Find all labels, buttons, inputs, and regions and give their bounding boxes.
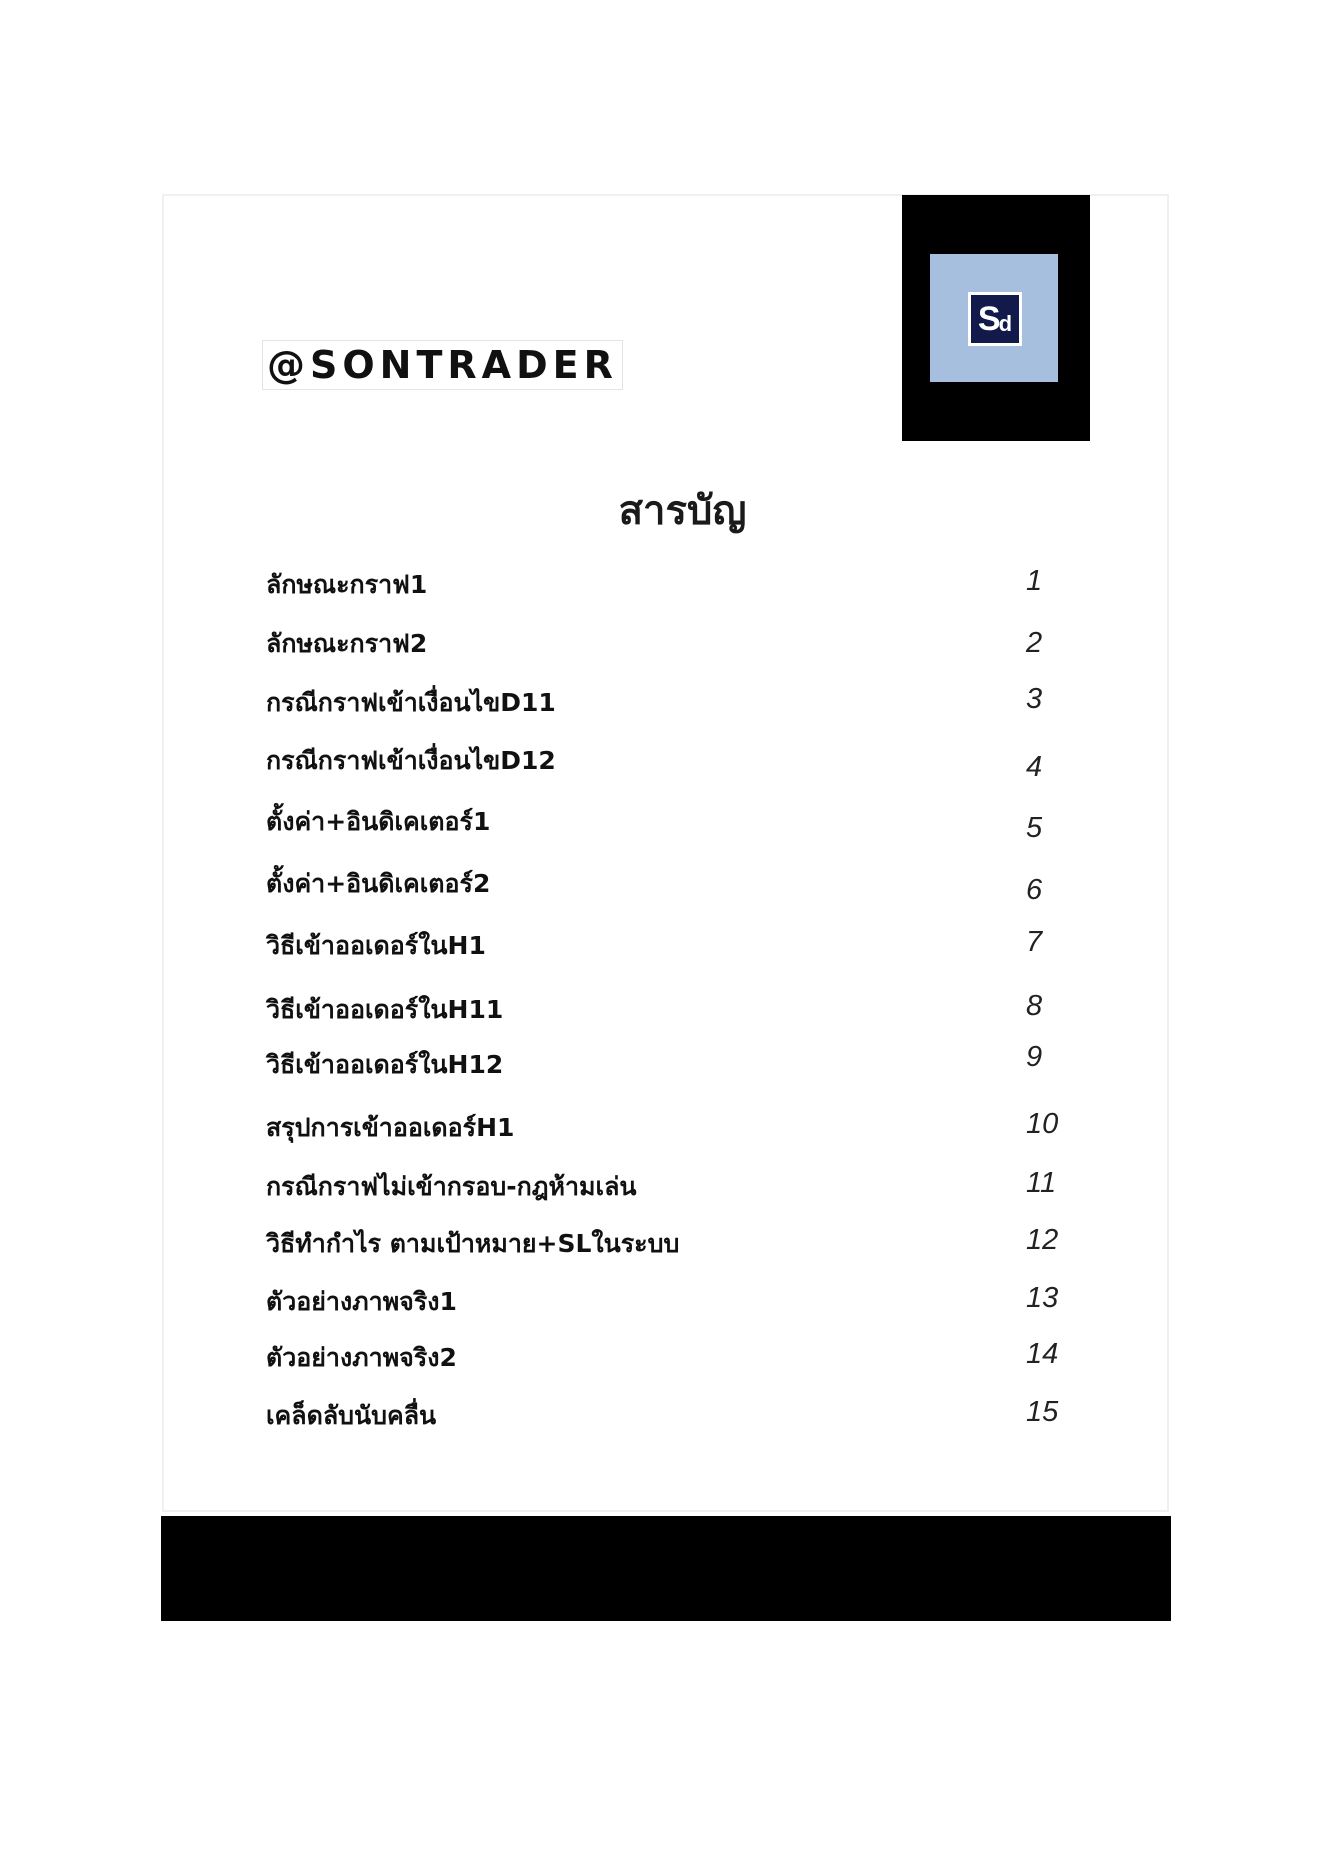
toc-row[interactable] xyxy=(266,1167,1086,1211)
toc-page-number: 10 xyxy=(1026,1108,1059,1140)
logo-letter-d: d xyxy=(998,311,1013,336)
toc-title: สารบัญ xyxy=(618,488,747,534)
logo-square xyxy=(930,254,1058,382)
toc-page-number: 8 xyxy=(1026,990,1043,1022)
toc-page-number: 13 xyxy=(1026,1282,1059,1314)
toc-row[interactable] xyxy=(266,864,1086,908)
toc-row[interactable] xyxy=(266,624,1086,668)
toc-page-number: 2 xyxy=(1026,627,1043,659)
toc-page-number: 6 xyxy=(1026,874,1043,906)
toc-row[interactable] xyxy=(266,1224,1086,1268)
toc-page-number: 1 xyxy=(1026,565,1043,597)
toc-page-number: 15 xyxy=(1026,1396,1059,1428)
toc-label: กรณีกราฟเข้าเงื่อนไขD11 xyxy=(266,688,556,717)
toc-page-number: 5 xyxy=(1026,812,1043,844)
toc-row[interactable] xyxy=(266,990,1086,1034)
toc-page-number: 3 xyxy=(1026,683,1043,715)
toc-row[interactable] xyxy=(266,1282,1086,1326)
footer-bar xyxy=(161,1516,1171,1621)
toc-label: ลักษณะกราฟ2 xyxy=(266,629,428,658)
logo-block xyxy=(902,195,1090,441)
toc-label: กรณีกราฟเข้าเงื่อนไขD12 xyxy=(266,746,556,775)
toc-label: ตั้งค่า+อินดิเคเตอร์1 xyxy=(266,807,491,836)
toc-label: ตัวอย่างภาพจริง2 xyxy=(266,1343,457,1372)
toc-label: ลักษณะกราฟ1 xyxy=(266,570,428,599)
toc-label: วิธีเข้าออเดอร์ในH12 xyxy=(266,1050,504,1079)
toc-label: ตั้งค่า+อินดิเคเตอร์2 xyxy=(266,869,491,898)
toc-label: ตัวอย่างภาพจริง1 xyxy=(266,1287,457,1316)
toc-page-number: 11 xyxy=(1026,1167,1057,1199)
toc-label: วิธีเข้าออเดอร์ในH11 xyxy=(266,995,504,1024)
toc-label: วิธีทำกำไร ตามเป้าหมาย+SLในระบบ xyxy=(266,1229,680,1258)
toc-row[interactable] xyxy=(266,1338,1086,1382)
toc-row[interactable] xyxy=(266,565,1086,609)
toc-row[interactable] xyxy=(266,1041,1086,1089)
toc-page-number: 14 xyxy=(1026,1338,1059,1370)
toc-label: สรุปการเข้าออเดอร์H1 xyxy=(266,1113,515,1142)
toc-row[interactable] xyxy=(266,802,1086,846)
sd-logo-icon xyxy=(968,292,1022,346)
toc-page-number: 4 xyxy=(1026,751,1043,783)
toc-label: เคล็ดลับนับคลื่น xyxy=(266,1401,437,1430)
toc-row[interactable] xyxy=(266,1108,1086,1152)
toc-label: กรณีกราฟไม่เข้ากรอบ-กฎห้ามเล่น xyxy=(266,1172,637,1201)
brand-handle: @SONTRADER xyxy=(262,340,623,390)
toc-page-number: 12 xyxy=(1026,1224,1059,1256)
toc-row[interactable] xyxy=(266,926,1086,970)
toc-row[interactable] xyxy=(266,683,1086,727)
toc-page-number: 7 xyxy=(1026,926,1043,958)
toc-page-number: 9 xyxy=(1026,1041,1043,1073)
toc-row[interactable] xyxy=(266,1396,1086,1440)
logo-letter-s: S xyxy=(977,300,1001,338)
toc-label: วิธีเข้าออเดอร์ในH1 xyxy=(266,931,486,960)
toc-row[interactable] xyxy=(266,741,1086,785)
